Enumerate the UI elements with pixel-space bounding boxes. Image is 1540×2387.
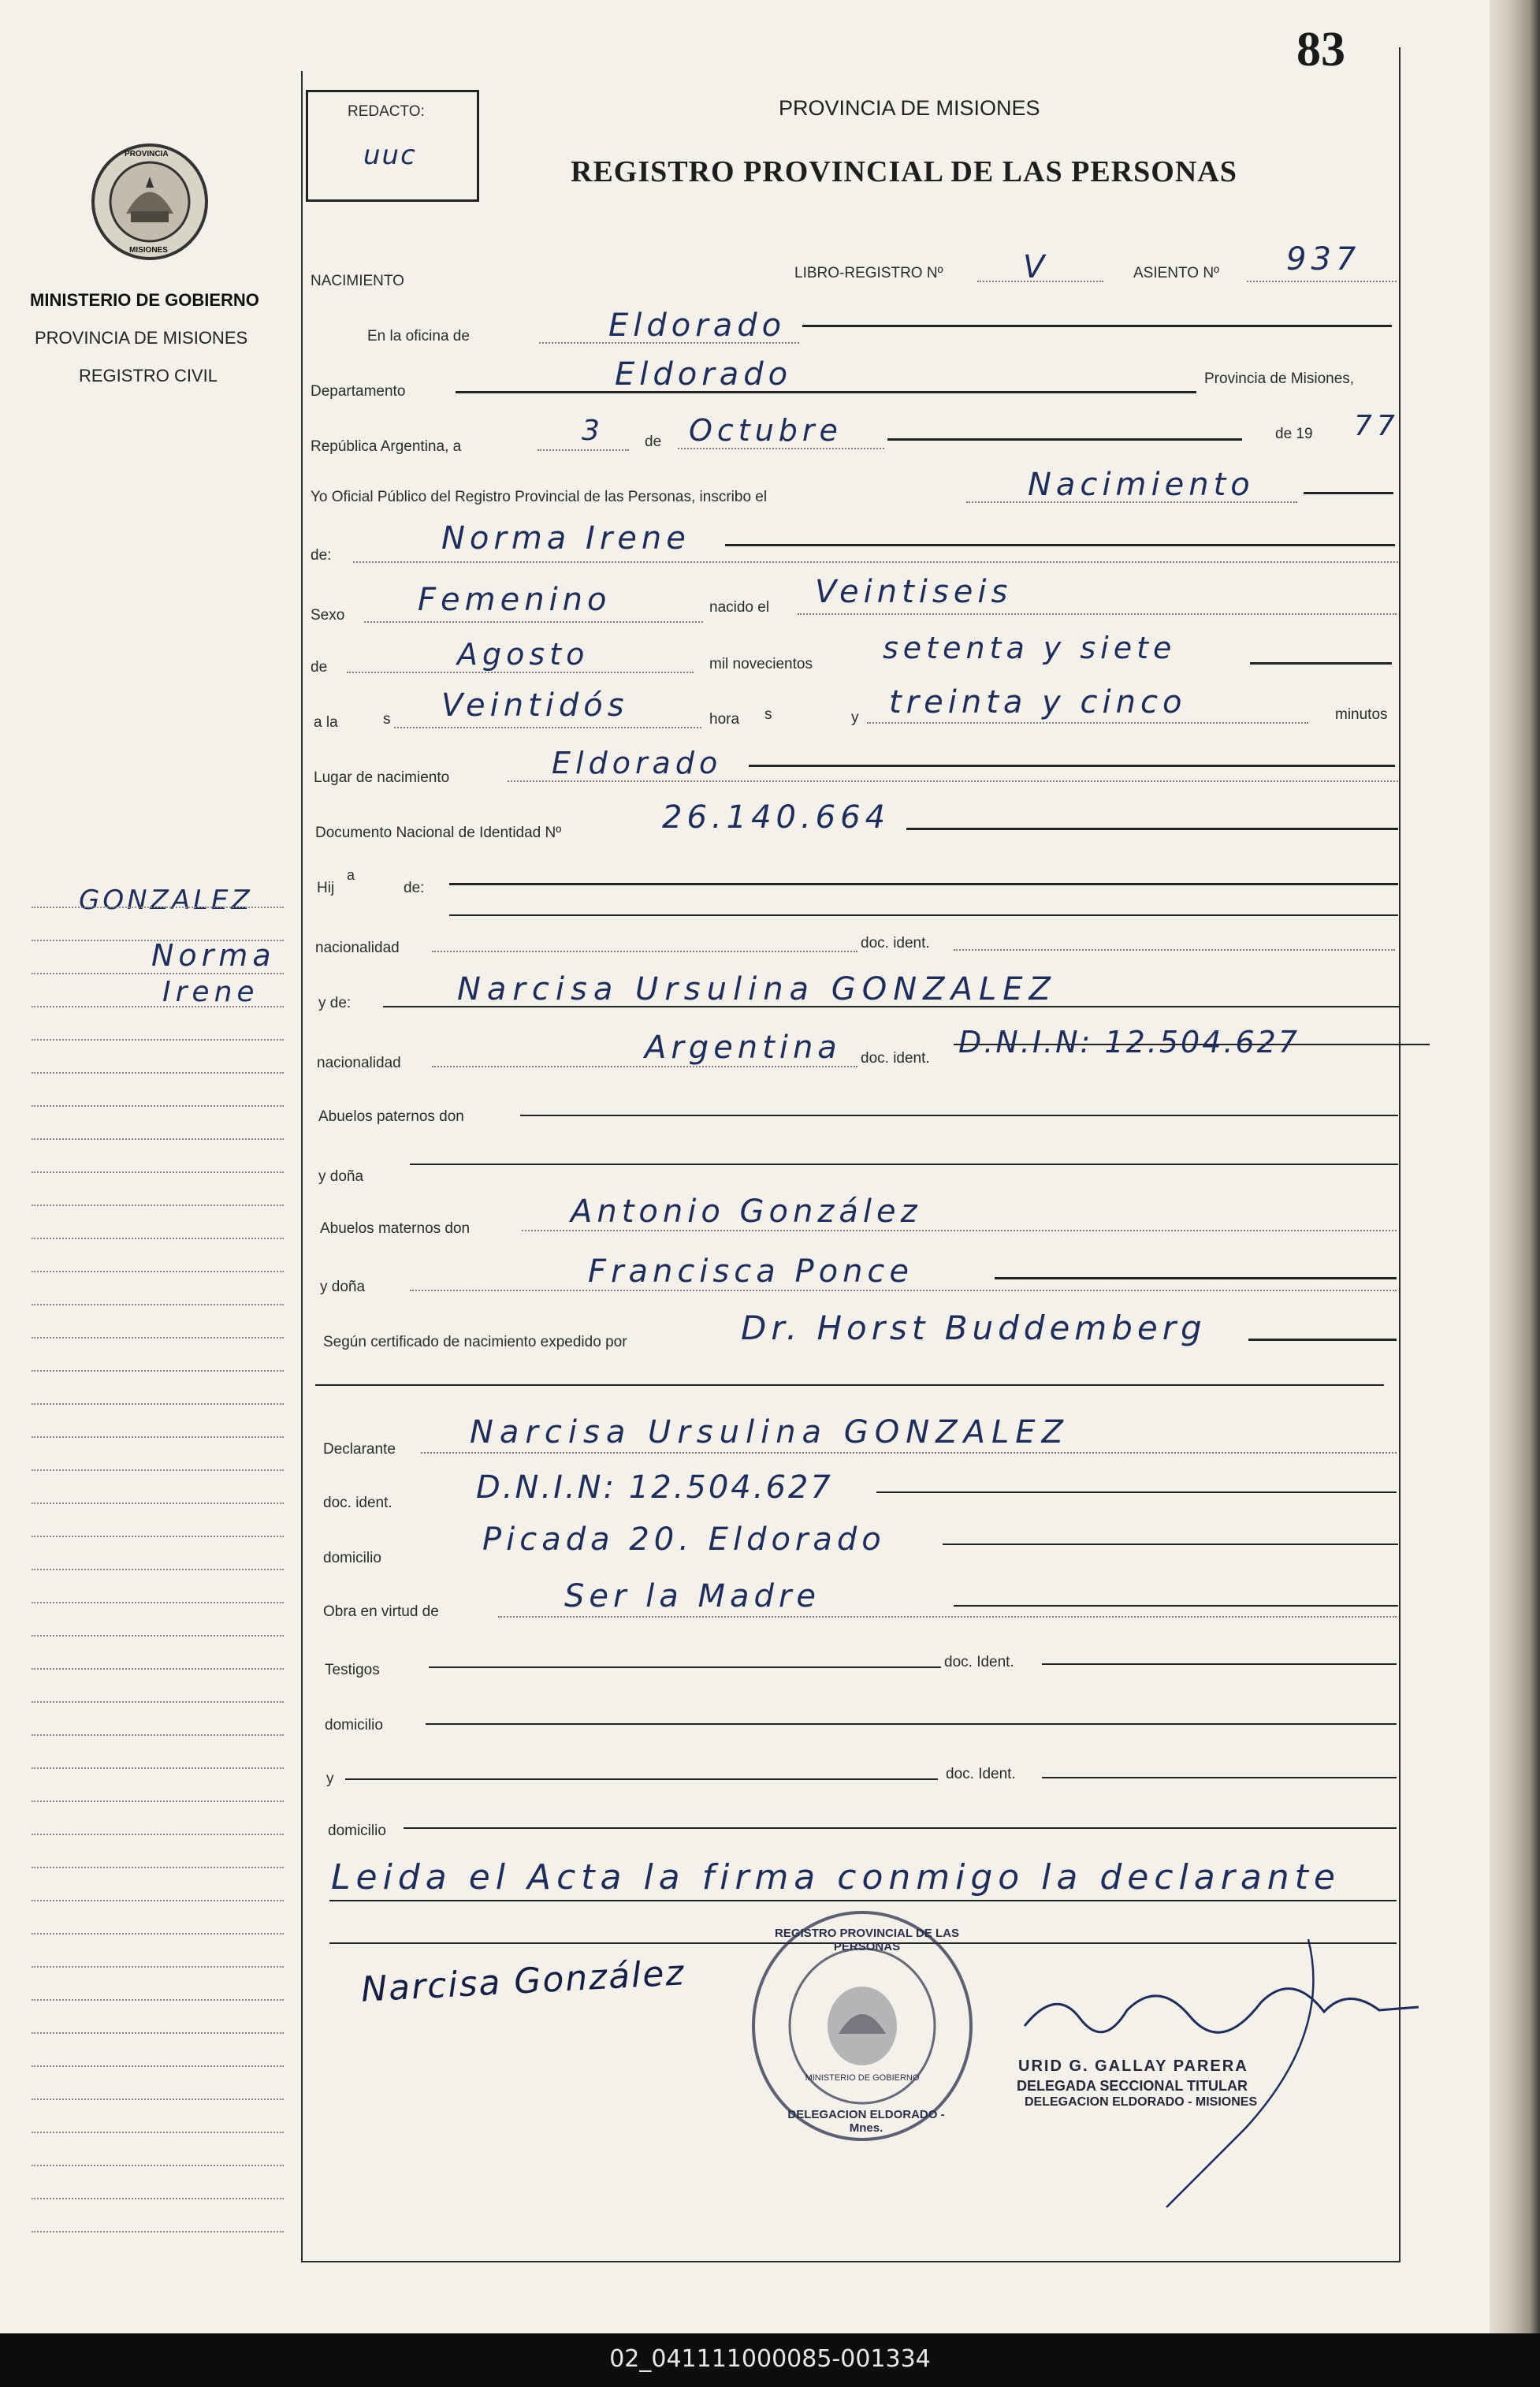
certif-rule-2: [315, 1384, 1384, 1386]
ministry-province: PROVINCIA DE MISIONES: [35, 328, 248, 348]
asiento-line: [1247, 281, 1397, 282]
margin-dotted-rule: [32, 1602, 284, 1603]
ydona2-value: Francisca Ponce: [588, 1253, 914, 1290]
margin-dotted-rule: [32, 1900, 284, 1901]
mes-rule: [887, 438, 1242, 441]
dom3-label: domicilio: [328, 1823, 386, 1839]
departamento-rule: [456, 391, 1196, 393]
margin-dotted-rule: [32, 1503, 284, 1504]
margin-dotted-rule: [32, 1105, 284, 1107]
margin-dotted-rule: [32, 1800, 284, 1802]
lugar-rule: [749, 765, 1395, 767]
nacido-dots: [798, 613, 1397, 615]
mil-label: mil novecientos: [709, 656, 813, 672]
de-mes-dots: [347, 672, 694, 673]
dom2-label: domicilio: [325, 1717, 383, 1733]
testdoc-label: doc. Ident.: [944, 1654, 1014, 1670]
bottom-rule: [301, 2261, 1401, 2262]
margin-dotted-rule: [32, 2231, 284, 2232]
margin-dotted-rule: [32, 1635, 284, 1637]
oficina-rule: [802, 325, 1392, 327]
margin-first-name: Norma: [151, 938, 276, 973]
docident-dots: [954, 949, 1395, 951]
mes-dots: [678, 448, 884, 449]
departamento-label: Departamento: [311, 383, 406, 400]
ala-label: a la: [314, 714, 338, 731]
asiento-value: 937: [1286, 241, 1361, 277]
declarante-label: Declarante: [323, 1441, 396, 1458]
certif-value: Dr. Horst Buddemberg: [741, 1309, 1207, 1347]
asiento-label: ASIENTO Nº: [1133, 265, 1219, 281]
libro-value: V: [1023, 249, 1050, 285]
margin-dotted-rule: [32, 2132, 284, 2133]
de-label: de: [645, 434, 662, 450]
de19-label: de 19: [1275, 426, 1313, 442]
domicilio-label: domicilio: [323, 1550, 381, 1566]
nac1-dots: [432, 951, 857, 952]
dom3-rule: [404, 1827, 1397, 1829]
domicilio-value: Picada 20. Eldorado: [482, 1521, 886, 1558]
hora-dots: [394, 727, 701, 728]
docdecl-label: doc. ident.: [323, 1495, 392, 1511]
minutos-dots: [867, 722, 1308, 724]
de-mes-value: Agosto: [457, 637, 590, 672]
hij-rule: [449, 883, 1398, 885]
margin-dotted-rule: [32, 1138, 284, 1140]
certif-rule: [1248, 1339, 1397, 1341]
minutos-value: treinta y cinco: [889, 684, 1187, 721]
sexo-dots: [364, 621, 703, 623]
dni-rule: [906, 828, 1398, 830]
emblem-ring-top: PROVINCIA: [125, 150, 169, 158]
official-title: DELEGADA SECCIONAL TITULAR: [1017, 2078, 1248, 2094]
margin-dotted-rule: [32, 1933, 284, 1935]
margin-dotted-rule: [32, 1271, 284, 1272]
nac2-dots: [432, 1066, 857, 1067]
mil-value: setenta y siete: [883, 631, 1177, 665]
inscribo-value: Nacimiento: [1028, 467, 1255, 503]
testigos-rule: [429, 1666, 941, 1668]
abmat-dots: [522, 1230, 1397, 1231]
margin-dotted-rule: [32, 1668, 284, 1670]
horas-s: s: [764, 706, 772, 723]
dia-value: 3: [582, 415, 604, 447]
margin-dotted-rule: [32, 2098, 284, 2100]
abmat-value: Antonio González: [571, 1194, 922, 1230]
province-emblem: [87, 139, 213, 265]
abmat-label: Abuelos maternos don: [320, 1220, 471, 1237]
margin-dotted-rule: [32, 1403, 284, 1405]
certif-label: Según certificado de nacimiento expedido por: [323, 1334, 627, 1350]
official-name: URID G. GALLAY PARERA: [1018, 2057, 1248, 2075]
horas-label: hora: [709, 711, 740, 728]
sexo-value: Femenino: [418, 582, 612, 618]
margin-dotted-rule: [32, 2198, 284, 2199]
margin-dotted-rule: [32, 1238, 284, 1239]
margin-dotted-rule: [32, 907, 284, 908]
ydona2-rule: [995, 1277, 1397, 1279]
margin-dotted-rule: [32, 2032, 284, 2034]
redacto-box: [306, 90, 479, 202]
ydona1-label: y doña: [318, 1168, 364, 1185]
dom2-rule: [426, 1723, 1397, 1725]
margin-dotted-rule: [32, 1999, 284, 2001]
obra-dots: [498, 1616, 1397, 1618]
nac2-label: nacionalidad: [317, 1055, 401, 1071]
sexo-label: Sexo: [311, 607, 345, 624]
margin-dotted-rule: [32, 2165, 284, 2166]
dia-dots: [538, 449, 629, 451]
mes-value: Octubre: [689, 413, 843, 448]
header-registry: REGISTRO PROVINCIAL DE LAS PERSONAS: [571, 155, 1237, 188]
ala-s: s: [383, 711, 391, 728]
yde-label: y de:: [318, 995, 352, 1011]
oficina-value: Eldorado: [608, 307, 787, 344]
margin-dotted-rule: [32, 1171, 284, 1173]
testdoc2-rule: [1042, 1777, 1397, 1778]
margin-dotted-rule: [32, 1867, 284, 1868]
anio-value: 77: [1354, 410, 1400, 442]
libro-label: LIBRO-REGISTRO Nº: [794, 265, 943, 281]
seal-ring-top: REGISTRO PROVINCIAL DE LAS PERSONAS: [775, 1927, 959, 1953]
margin-dotted-rule: [32, 1834, 284, 1835]
margin-dotted-rule: [32, 1006, 284, 1007]
redacto-label: REDACTO:: [348, 103, 425, 120]
margin-second-name: Irene: [162, 976, 259, 1008]
margin-dotted-rule: [32, 1337, 284, 1339]
lugar-dots: [508, 780, 1398, 782]
oficina-label: En la oficina de: [367, 328, 470, 344]
margin-dotted-rule: [32, 1569, 284, 1570]
testdoc-rule: [1042, 1663, 1397, 1665]
page-edge: [1490, 0, 1540, 2333]
ydona2-label: y doña: [320, 1279, 366, 1295]
docident-label: doc. ident.: [861, 935, 930, 951]
y2-label: y: [326, 1771, 334, 1787]
margin-dotted-rule: [32, 1304, 284, 1305]
testdoc2-label: doc. Ident.: [946, 1766, 1016, 1782]
page-number: 83: [1296, 23, 1345, 76]
margin-dotted-rule: [32, 1536, 284, 1537]
testigos-label: Testigos: [325, 1662, 380, 1678]
provincia-suffix: Provincia de Misiones,: [1204, 371, 1355, 387]
mil-rule: [1250, 662, 1392, 665]
hij-suffix: a: [347, 867, 355, 883]
nacido-value: Veintiseis: [815, 574, 1013, 610]
official-office: DELEGACION ELDORADO - MISIONES: [1025, 2095, 1258, 2109]
docident2-label: doc. ident.: [861, 1050, 930, 1067]
docdecl-value: D.N.I.N: 12.504.627: [476, 1469, 833, 1506]
ministry-civil: REGISTRO CIVIL: [79, 366, 218, 385]
margin-dotted-rule: [32, 940, 284, 941]
minutos-label: minutos: [1335, 706, 1388, 723]
dni-label: Documento Nacional de Identidad Nº: [315, 825, 562, 841]
abpat-rule: [520, 1115, 1398, 1116]
lugar-label: Lugar de nacimiento: [314, 769, 450, 786]
margin-dotted-rule: [32, 1436, 284, 1438]
hora-value: Veintidós: [441, 687, 629, 724]
ministry-label: MINISTERIO DE GOBIERNO: [30, 290, 259, 310]
de-name-rule: [725, 544, 1395, 546]
leida-text: Leida el Acta la firma conmigo la declarante: [331, 1857, 1341, 1897]
y-label: y: [851, 709, 859, 726]
seal-inner: MINISTERIO DE GOBIERNO: [805, 2073, 920, 2083]
abpat-label: Abuelos paternos don: [318, 1108, 464, 1125]
obra-value: Ser la Madre: [564, 1578, 820, 1614]
obra-rule: [954, 1605, 1398, 1607]
leida-rule: [329, 1900, 1397, 1901]
obra-label: Obra en virtud de: [323, 1603, 439, 1620]
republica-label: República Argentina, a: [311, 438, 462, 455]
y2-rule: [345, 1778, 938, 1780]
dni-value: 26.140.664: [662, 799, 891, 836]
inscribo-rule: [1304, 492, 1393, 494]
margin-dotted-rule: [32, 973, 284, 974]
margin-dotted-rule: [32, 1966, 284, 1968]
margin-dotted-rule: [32, 1469, 284, 1471]
madre-value: Narcisa Ursulina GONZALEZ: [457, 971, 1057, 1007]
margin-dotted-rule: [32, 2065, 284, 2067]
scan-caption: 02_041111000085-001334: [609, 2345, 931, 2373]
official-seal: [744, 1908, 980, 2144]
margin-dotted-rule: [32, 1205, 284, 1206]
domicilio-rule: [943, 1544, 1398, 1545]
de-name-label: de:: [311, 547, 332, 564]
declarante-value: Narcisa Ursulina GONZALEZ: [470, 1414, 1069, 1450]
nacido-label: nacido el: [709, 599, 770, 616]
declarante-dots: [421, 1452, 1397, 1454]
de-name-value: Norma Irene: [441, 520, 690, 557]
lugar-value: Eldorado: [552, 746, 723, 780]
left-column-rule: [301, 71, 303, 2262]
de-name-dots: [353, 561, 1398, 563]
declarant-signature: Narcisa González: [359, 1953, 686, 2010]
emblem-ring-bottom: MISIONES: [129, 246, 168, 255]
de-mes-label: de: [311, 659, 328, 676]
nac2-value: Argentina: [645, 1030, 842, 1066]
departamento-value: Eldorado: [615, 356, 793, 393]
seal-ring-bottom: DELEGACION ELDORADO - Mnes.: [787, 2108, 945, 2135]
ydona2-dots: [410, 1290, 1397, 1291]
hij-rule-2: [449, 914, 1398, 916]
margin-surname: GONZALEZ: [79, 884, 253, 916]
docident2-value: D.N.I.N: 12.504.627: [958, 1025, 1300, 1059]
redacto-initials: uuc: [363, 140, 417, 171]
docdecl-rule: [876, 1491, 1397, 1493]
ydona1-rule: [410, 1164, 1398, 1165]
margin-dotted-rule: [32, 1370, 284, 1372]
inscribo-label: Yo Oficial Público del Registro Provincial de las Personas, inscribo el: [311, 489, 768, 505]
margin-dotted-rule: [32, 1039, 284, 1041]
nac1-label: nacionalidad: [315, 940, 400, 956]
margin-dotted-rule: [32, 1701, 284, 1703]
nacimiento-label: NACIMIENTO: [311, 273, 404, 289]
hij-label: Hij: [317, 880, 335, 896]
de2-label: de:: [404, 880, 425, 896]
header-province: PROVINCIA DE MISIONES: [779, 96, 1040, 120]
margin-dotted-rule: [32, 1734, 284, 1736]
margin-dotted-rule: [32, 1767, 284, 1769]
margin-dotted-rule: [32, 1072, 284, 1074]
